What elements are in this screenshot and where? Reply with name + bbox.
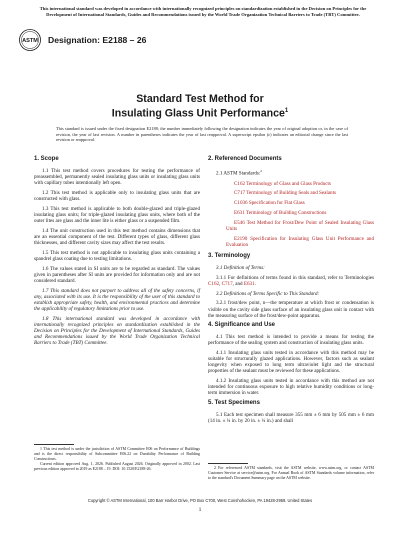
wto-para: 1.8 This international standard was developed in accordance with internationally recognized principles on standardization established in the Decision on Principles for the Development of International Standards, Guides and Recommendations issued by the World Trade Organization Technical Barriers to Trade (TBT) Committee. <box>34 315 200 346</box>
footnote-rule <box>34 444 74 445</box>
terminology-para: 3.1 Definition of Terms: <box>216 264 265 271</box>
ref-title-link[interactable]: Terminology of Building Seals and Sealants <box>246 190 336 197</box>
ref-code-link[interactable]: E2190 <box>234 235 248 242</box>
reference-item[interactable] <box>208 190 374 196</box>
astm-standards-text: 2.1 ASTM Standards: <box>216 170 261 177</box>
ref-title-link[interactable]: Test Method for Frost/Dew Point of Sealed Insulating Glass Units <box>226 219 374 232</box>
astm-logo <box>19 28 41 52</box>
referenced-documents-list <box>208 168 374 248</box>
test-specimens-para: 5.1 Each test specimen shall measure 355 mm ± 6 mm by 505 mm ± 6 mm (14 in. ± ¼ in. by 20 in. ± ¼ in.) and shall <box>208 412 374 425</box>
c717-link[interactable]: C717 <box>221 280 233 287</box>
left-column <box>34 156 200 350</box>
footnote-mark: 2 <box>260 169 263 173</box>
astm-standards-label <box>208 168 374 177</box>
terminology-heading: 3. Terminology <box>208 252 251 259</box>
scope-para: 1.3 This test method is applicable to both double-glazed and triple-glazed insulating glass units; for triple-glazed insulating glass units, where both of the outer lites are glass and the inner lite is either glass or a suspended film. <box>34 205 200 224</box>
terminology-para <box>208 275 374 287</box>
reference-item[interactable] <box>208 220 374 232</box>
ref-title-link[interactable]: Terminology of Building Constructions <box>245 210 327 217</box>
page-number: 1 <box>198 507 202 513</box>
scope-para: 1.6 The values stated in SI units are to be regarded as standard. The values given in parentheses after SI units are provided for information only and are not considered standard. <box>34 265 200 284</box>
scope-para: 1.1 This test method covers procedures for testing the performance of preassembled, permanently sealed insulating glass units or insulating glass units with capillary tubes intentionally left open. <box>34 168 200 187</box>
reference-item[interactable] <box>208 200 374 206</box>
issuance-notice: This standard is issued under the fixed designation E2188; the number immediately following the designation indicates the year of original adoption or, in the case of revision, the year of last revision. A number in parentheses indicates the year of last reapproval. A superscript epsilon (ε) indicates an editorial change since the last revision or reapproval. <box>56 126 348 142</box>
wto-notice: This international standard was developed in accordance with internationally recognized principles on standardization established in the Decision on Principles for the Development of International Standards, Guides and Recommendations issued by the World Trade Organization Technical Barriers to Trade (TBT) Committee. <box>39 6 367 17</box>
scope-para: 1.5 This test method is not applicable to insulating glass units containing a spandrel glass coating due to testing limitations. <box>34 249 200 262</box>
significance-para: 4.1.2 Insulating glass units tested in accordance with this method are not intended for continuous exposure to high relative humidity conditions or long-term immersion in water. <box>208 378 374 397</box>
reference-item[interactable] <box>208 236 374 248</box>
terminology-text: 3.1.1 For definitions of terms found in this standard, refer to Terminologies <box>216 274 374 281</box>
copyright-line: Copyright © ASTM International, 100 Barr Harbor Drive, PO Box C700, West Conshohocken, PA 19428-2959. United States <box>87 498 313 503</box>
terminology-para: 3.2 Definitions of Terms Specific to This Standard: <box>216 290 320 297</box>
footnote-1: 1 This test method is under the jurisdiction of ASTM Committee E06 on Performance of Buildings and is the direct responsibility of Subcommittee E06.22 on Durability Performance of Building Constructions. <box>34 447 200 461</box>
scope-para: 1.2 This test method is applicable only to insulating glass units that are constructed with glass. <box>34 189 200 202</box>
footnote-1-edition: Current edition approved Aug. 1, 2026. Published August 2026. Originally approved in 2002. Last previous edition approved in 2019 as E2188 – 19. DOI: 10.1520/E2188-26. <box>34 461 200 471</box>
e631-link[interactable]: E631 <box>243 280 255 287</box>
reference-item[interactable] <box>208 181 374 187</box>
ref-code-link[interactable]: C717 <box>234 190 246 197</box>
ref-code-link[interactable]: C162 <box>234 180 246 187</box>
ref-code-link[interactable]: E631 <box>234 210 245 217</box>
ref-title-link[interactable]: Specification for Insulating Glass Unit Performance and Evaluation <box>226 235 374 248</box>
separator: , and <box>232 280 244 287</box>
significance-heading: 4. Significance and Use <box>208 322 276 329</box>
title-line-2 <box>0 105 400 120</box>
significance-para: 4.1 This test method is intended to provide a means for testing the performance of the sealing system and construction of insulating glass units. <box>208 334 374 347</box>
title-line-2-text: Insulating Glass Unit Performance <box>111 107 285 120</box>
title-line-1: Standard Test Method for <box>136 93 264 105</box>
scope-heading: 1. Scope <box>34 156 59 162</box>
referenced-documents-heading: 2. Referenced Documents <box>208 156 282 162</box>
reference-item[interactable] <box>208 210 374 216</box>
footnote-left <box>34 447 200 472</box>
title-footnote-mark: 1 <box>284 108 289 115</box>
period: . <box>254 280 256 287</box>
ref-code-link[interactable]: C1036 <box>234 200 248 207</box>
ref-code-link[interactable]: E546 <box>234 219 245 226</box>
scope-para: 1.4 The unit construction used in this test method contains dimensions that are an essential component of the test. Different types of glass, different glass thicknesses, and different cavity sizes may affect the test results. <box>34 227 200 246</box>
footnote-right <box>208 466 374 481</box>
c162-link[interactable]: C162 <box>208 280 220 287</box>
separator: , <box>219 280 222 287</box>
test-specimens-heading: 5. Test Specimens <box>208 400 260 407</box>
designation: Designation: E2188 – 26 <box>48 35 147 45</box>
safety-para: 1.7 This standard does not purport to address all of the safety concerns, if any, associated with its use. It is the responsibility of the user of this standard to establish appropriate safety, health, and environmental practices and determine the applicability of regulatory limitations prior to use. <box>34 287 200 312</box>
right-column <box>208 156 374 428</box>
ref-title-link[interactable]: Terminology of Glass and Glass Products <box>246 180 331 187</box>
significance-para: 4.1.1 Insulating glass units tested in accordance with this method may be suitable for structurally glazed applications. However, factors such as sealant longevity when exposed to long term ultraviolet light and the structural properties of the sealant must be reviewed for these applications. <box>208 350 374 375</box>
footnote-2: 2 For referenced ASTM standards, visit the ASTM website, www.astm.org, or contact ASTM Customer Service at service@astm.org. For Annual Book of ASTM Standards volume information, refer to the standard's Document Summary page on the ASTM website. <box>208 466 374 480</box>
logo-text: ASTM <box>22 38 38 45</box>
document-title <box>0 93 400 120</box>
ref-title-link[interactable]: Specification for Flat Glass <box>248 200 305 207</box>
terminology-para: 3.2.1 frost/dew point, n—the temperature at which frost or condensation is visible on the cavity side glass surface of an insulating glass unit in contact with the measuring surface of the frost/dew-point apparatus. <box>208 300 374 319</box>
footnote-rule <box>208 463 248 464</box>
